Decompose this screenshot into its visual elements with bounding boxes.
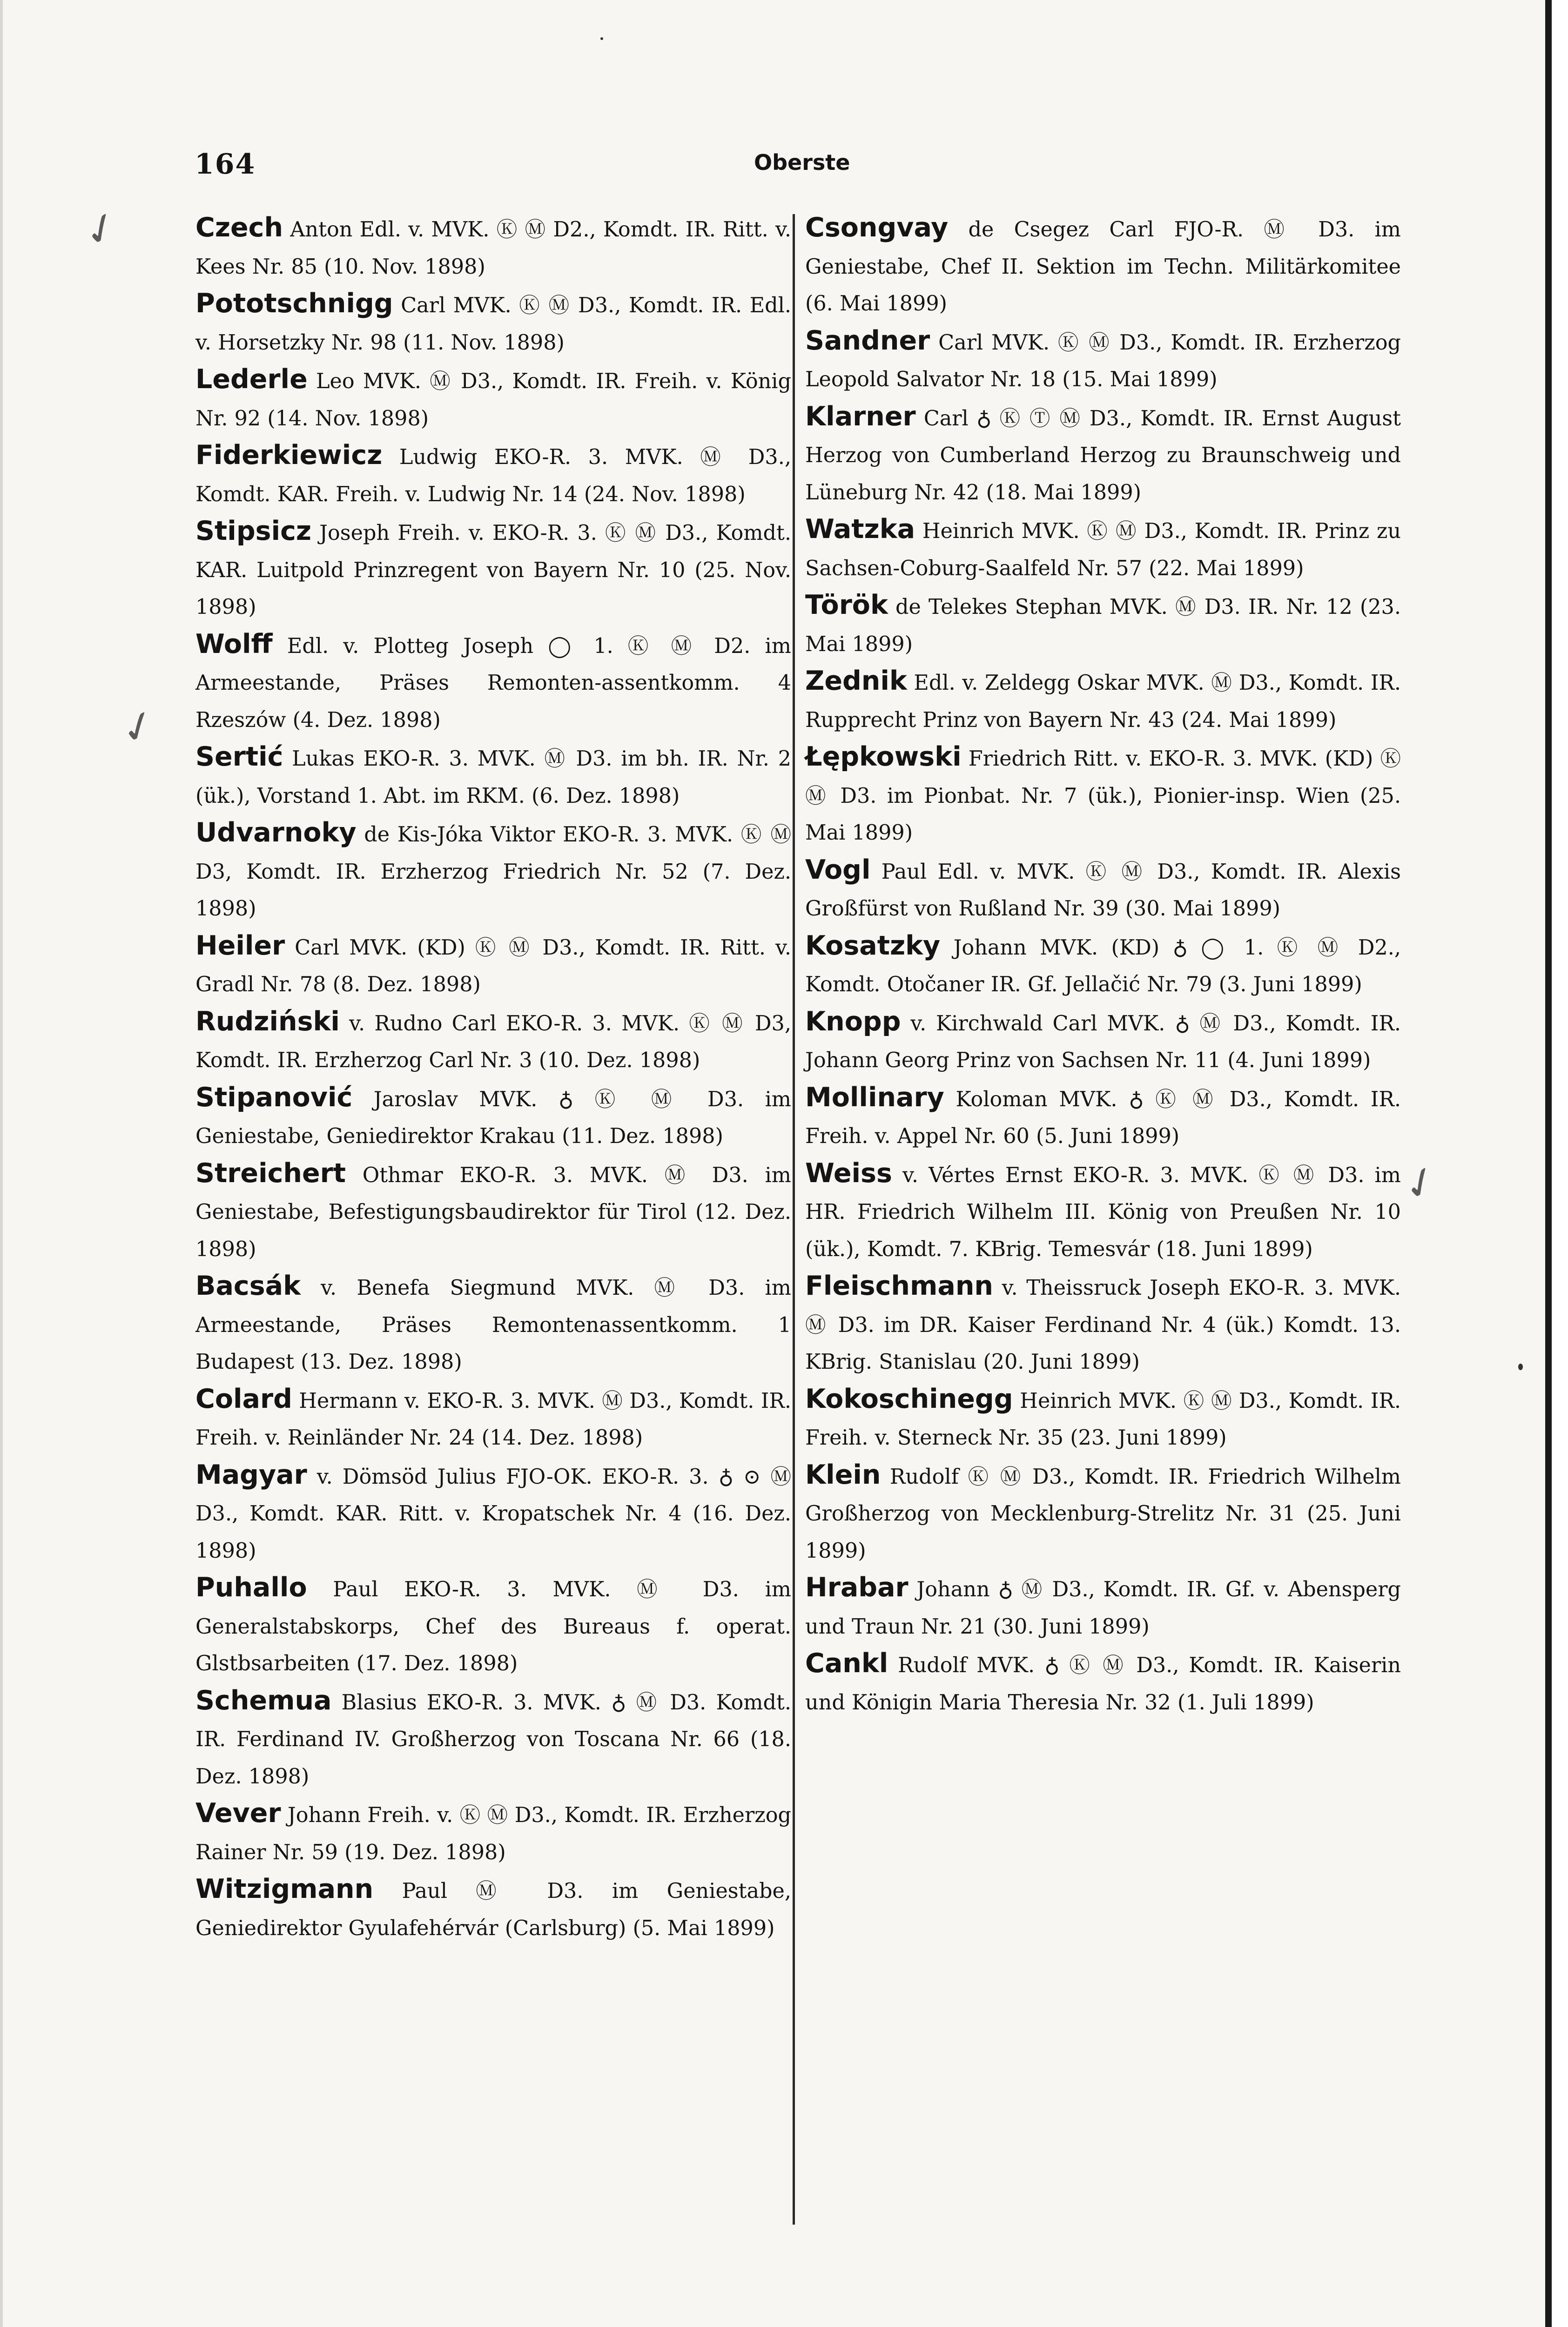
officer-surname: Heiler xyxy=(195,930,285,961)
officer-surname: Łępkowski xyxy=(805,741,962,772)
officer-surname: Zednik xyxy=(805,666,907,696)
officer-details: Carl ♁ Ⓚ Ⓣ Ⓜ D3., Komdt. IR. Ernst August Herzog von Cumberland Herzog zu Braunschweig und Lüneburg Nr. 42 (18. Mai 1899) xyxy=(805,406,1401,504)
officer-surname: Witzigmann xyxy=(195,1874,374,1904)
officer-entry xyxy=(195,814,791,928)
officer-surname: Hrabar xyxy=(805,1572,908,1603)
officer-details: Joseph Freih. v. EKO-R. 3. Ⓚ Ⓜ D3., Komdt. KAR. Luitpold Prinzregent von Bayern Nr. 10 (25. Nov. 1898) xyxy=(195,521,791,619)
officer-surname: Klein xyxy=(805,1459,881,1490)
pencil-check-mark: ✓ xyxy=(1394,1153,1447,1213)
officer-entry xyxy=(195,361,791,437)
officer-details: Ludwig EKO-R. 3. MVK. Ⓜ D3., Komdt. KAR. Freih. v. Ludwig Nr. 14 (24. Nov. 1898) xyxy=(195,445,791,506)
officer-details: Paul Ⓜ D3. im Geniestabe, Geniedirektor Gyulafehérvár (Carlsburg) (5. Mai 1899) xyxy=(195,1879,791,1940)
officer-surname: Rudziński xyxy=(195,1006,340,1037)
pencil-check-mark: ✓ xyxy=(75,199,128,259)
officer-surname: Udvarnoky xyxy=(195,817,357,848)
officer-details: de Telekes Stephan MVK. Ⓜ D3. IR. Nr. 12 (23. Mai 1899) xyxy=(805,595,1401,656)
officer-surname: Fleischmann xyxy=(805,1271,993,1301)
officer-surname: Stipsicz xyxy=(195,516,312,546)
officer-details: Edl. v. Zeldegg Oskar MVK. Ⓜ D3., Komdt. IR. Rupprecht Prinz von Bayern Nr. 43 (24. Mai 1899) xyxy=(805,671,1401,732)
officer-details: Johann MVK. (KD) ♁ ◯ 1. Ⓚ Ⓜ D2., Komdt. Otočaner IR. Gf. Jellačić Nr. 79 (3. Juni 1899) xyxy=(805,935,1401,996)
officer-details: Paul EKO-R. 3. MVK. Ⓜ D3. im Generalstabskorps, Chef des Bureaus f. operat. Glstbsarbeiten (17. Dez. 1898) xyxy=(195,1578,791,1675)
officer-surname: Magyar xyxy=(195,1459,307,1490)
left-column xyxy=(195,209,791,2327)
officer-surname: Stipanović xyxy=(195,1082,353,1113)
right-column xyxy=(805,209,1401,2327)
officer-details: Heinrich MVK. Ⓚ Ⓜ D3., Komdt. IR. Freih. v. Sterneck Nr. 35 (23. Juni 1899) xyxy=(805,1389,1401,1450)
officer-entry xyxy=(195,285,791,361)
officer-surname: Fiderkiewicz xyxy=(195,440,383,471)
officer-details: Edl. v. Plotteg Joseph ◯ 1. Ⓚ Ⓜ D2. im Armeestande, Präses Remonten-assentkomm. 4 Rzeszów (4. Dez. 1898) xyxy=(195,634,791,732)
page-left-edge xyxy=(0,0,3,2327)
officer-details: Othmar EKO-R. 3. MVK. Ⓜ D3. im Geniestabe, Befestigungsbaudirektor für Tirol (12. Dez. 1898) xyxy=(195,1163,791,1261)
officer-entry xyxy=(805,511,1401,587)
officer-entry xyxy=(195,1381,791,1457)
officer-surname: Wolff xyxy=(195,628,273,659)
officer-entry xyxy=(195,1795,791,1871)
officer-details: Hermann v. EKO-R. 3. MVK. Ⓜ D3., Komdt. IR. Freih. v. Reinländer Nr. 24 (14. Dez. 1898) xyxy=(195,1389,791,1450)
officer-entry xyxy=(805,1381,1401,1457)
officer-entry xyxy=(805,1645,1401,1721)
officer-details: Johann Freih. v. Ⓚ Ⓜ D3., Komdt. IR. Erzherzog Rainer Nr. 59 (19. Dez. 1898) xyxy=(195,1803,791,1864)
officer-surname: Lederle xyxy=(195,364,308,395)
officer-details: Carl MVK. (KD) Ⓚ Ⓜ D3., Komdt. IR. Ritt. v. Gradl Nr. 78 (8. Dez. 1898) xyxy=(195,935,791,996)
officer-surname: Czech xyxy=(195,212,283,243)
officer-details: v. Theissruck Joseph EKO-R. 3. MVK. Ⓜ D3. im DR. Kaiser Ferdinand Nr. 4 (ük.) Komdt. 13. KBrig. Stanislau (20. Juni 1899) xyxy=(805,1276,1401,1374)
officer-entry xyxy=(805,323,1401,398)
officer-entry xyxy=(805,1457,1401,1570)
officer-entry xyxy=(805,663,1401,739)
officer-surname: Bacsák xyxy=(195,1271,301,1301)
paper-speck xyxy=(600,37,603,40)
officer-details: Rudolf MVK. ♁ Ⓚ Ⓜ D3., Komdt. IR. Kaiserin und Königin Maria Theresia Nr. 32 (1. Juli 1899) xyxy=(805,1654,1401,1715)
officer-surname: Kosatzky xyxy=(805,930,941,961)
officer-entry xyxy=(805,1155,1401,1268)
officer-surname: Mollinary xyxy=(805,1082,944,1113)
page-right-edge xyxy=(1545,0,1568,2327)
officer-details: v. Rudno Carl EKO-R. 3. MVK. Ⓚ Ⓜ D3, Komdt. IR. Erzherzog Carl Nr. 3 (10. Dez. 1898) xyxy=(195,1011,791,1072)
paper-speck xyxy=(1518,1364,1523,1370)
officer-entry xyxy=(805,1079,1401,1155)
officer-details: Koloman MVK. ♁ Ⓚ Ⓜ D3., Komdt. IR. Freih. v. Appel Nr. 60 (5. Juni 1899) xyxy=(805,1087,1401,1148)
officer-entry xyxy=(195,1457,791,1570)
officer-surname: Csongvay xyxy=(805,212,949,243)
officer-details: Anton Edl. v. MVK. Ⓚ Ⓜ D2., Komdt. IR. Ritt. v. Kees Nr. 85 (10. Nov. 1898) xyxy=(195,218,791,279)
officer-surname: Pototschnigg xyxy=(195,288,393,319)
officer-surname: Watzka xyxy=(805,514,915,545)
officer-entry xyxy=(805,587,1401,663)
officer-entry xyxy=(195,1268,791,1381)
officer-details: v. Kirchwald Carl MVK. ♁ Ⓜ D3., Komdt. IR. Johann Georg Prinz von Sachsen Nr. 11 (4. Juni 1899) xyxy=(805,1011,1401,1072)
officer-details: v. Benefa Siegmund MVK. Ⓜ D3. im Armeestande, Präses Remontenassentkomm. 1 Budapest (13. Dez. 1898) xyxy=(195,1276,791,1374)
officer-surname: Puhallo xyxy=(195,1572,307,1603)
officer-entry xyxy=(195,1003,791,1079)
officer-details: Lukas EKO-R. 3. MVK. Ⓜ D3. im bh. IR. Nr. 2 (ük.), Vorstand 1. Abt. im RKM. (6. Dez. 1898) xyxy=(195,747,791,808)
officer-entry xyxy=(195,1569,791,1682)
officer-entry xyxy=(805,1268,1401,1381)
officer-entry xyxy=(805,739,1401,852)
officer-details: Rudolf Ⓚ Ⓜ D3., Komdt. IR. Friedrich Wilhelm Großherzog von Mecklenburg-Strelitz Nr. 31 (25. Juni 1899) xyxy=(805,1465,1401,1563)
officer-surname: Sertić xyxy=(195,741,283,772)
officer-entry xyxy=(805,209,1401,323)
officer-entry xyxy=(195,1682,791,1796)
officer-details: Leo MVK. Ⓜ D3., Komdt. IR. Freih. v. König Nr. 92 (14. Nov. 1898) xyxy=(195,370,791,430)
officer-entry xyxy=(805,1569,1401,1645)
officer-surname: Vever xyxy=(195,1798,281,1829)
officer-entry xyxy=(805,1003,1401,1079)
officer-entry xyxy=(195,1155,791,1268)
officer-entry xyxy=(805,928,1401,1003)
officer-details: Carl MVK. Ⓚ Ⓜ D3., Komdt. IR. Erzherzog Leopold Salvator Nr. 18 (15. Mai 1899) xyxy=(805,330,1401,391)
running-head: Oberste xyxy=(754,150,850,175)
officer-surname: Vogl xyxy=(805,854,871,885)
column-divider xyxy=(793,214,795,2225)
officer-entry xyxy=(805,852,1401,928)
officer-surname: Kokoschinegg xyxy=(805,1383,1013,1414)
officer-entry xyxy=(195,928,791,1003)
officer-details: Paul Edl. v. MVK. Ⓚ Ⓜ D3., Komdt. IR. Alexis Großfürst von Rußland Nr. 39 (30. Mai 1899) xyxy=(805,860,1401,921)
officer-surname: Török xyxy=(805,590,888,620)
pencil-check-mark: ✓ xyxy=(114,698,164,756)
officer-entry xyxy=(195,437,791,513)
officer-surname: Sandner xyxy=(805,325,930,356)
officer-details: Johann ♁ Ⓜ D3., Komdt. IR. Gf. v. Abensperg und Traun Nr. 21 (30. Juni 1899) xyxy=(805,1578,1401,1639)
officer-entry xyxy=(195,626,791,739)
officer-surname: Klarner xyxy=(805,401,916,432)
officer-details: Blasius EKO-R. 3. MVK. ♁ Ⓜ D3. Komdt. IR. Ferdinand IV. Großherzog von Toscana Nr. 66 (18. Dez. 1898) xyxy=(195,1690,791,1789)
officer-surname: Schemua xyxy=(195,1685,332,1716)
officer-details: de Kis-Jóka Viktor EKO-R. 3. MVK. Ⓚ Ⓜ D3, Komdt. IR. Erzherzog Friedrich Nr. 52 (7. Dez. 1898) xyxy=(195,823,791,921)
officer-details: v. Dömsöd Julius FJO-OK. EKO-R. 3. ♁ ⊙ Ⓜ D3., Komdt. KAR. Ritt. v. Kropatschek Nr. 4 (16. Dez. 1898) xyxy=(195,1465,791,1563)
officer-surname: Streichert xyxy=(195,1157,346,1189)
officer-entry xyxy=(195,513,791,626)
officer-entry xyxy=(195,739,791,814)
officer-details: Carl MVK. Ⓚ Ⓜ D3., Komdt. IR. Edl. v. Horsetzky Nr. 98 (11. Nov. 1898) xyxy=(195,294,791,355)
officer-entry xyxy=(195,209,791,285)
officer-details: Jaroslav MVK. ♁ Ⓚ Ⓜ D3. im Geniestabe, Geniedirektor Krakau (11. Dez. 1898) xyxy=(195,1087,791,1148)
officer-surname: Cankl xyxy=(805,1648,888,1679)
officer-entry xyxy=(195,1079,791,1155)
officer-surname: Knopp xyxy=(805,1006,901,1037)
officer-details: v. Vértes Ernst EKO-R. 3. MVK. Ⓚ Ⓜ D3. im HR. Friedrich Wilhelm III. König von Preußen Nr. 10 (ük.), Komdt. 7. KBrig. Temesvár (18. Juni 1899) xyxy=(805,1163,1401,1261)
officer-entry xyxy=(805,398,1401,511)
officer-surname: Weiss xyxy=(805,1157,892,1189)
officer-entry xyxy=(195,1871,791,1947)
page-number: 164 xyxy=(195,148,256,181)
officer-details: Heinrich MVK. Ⓚ Ⓜ D3., Komdt. IR. Prinz zu Sachsen-Coburg-Saalfeld Nr. 57 (22. Mai 1899) xyxy=(805,519,1401,580)
officer-surname: Colard xyxy=(195,1383,292,1414)
officer-details: de Csegez Carl FJO-R. Ⓜ D3. im Geniestabe, Chef II. Sektion im Techn. Militärkomitee (6. Mai 1899) xyxy=(805,218,1401,316)
officer-details: Friedrich Ritt. v. EKO-R. 3. MVK. (KD) Ⓚ Ⓜ D3. im Pionbat. Nr. 7 (ük.), Pionier-insp. Wien (25. Mai 1899) xyxy=(805,747,1401,845)
